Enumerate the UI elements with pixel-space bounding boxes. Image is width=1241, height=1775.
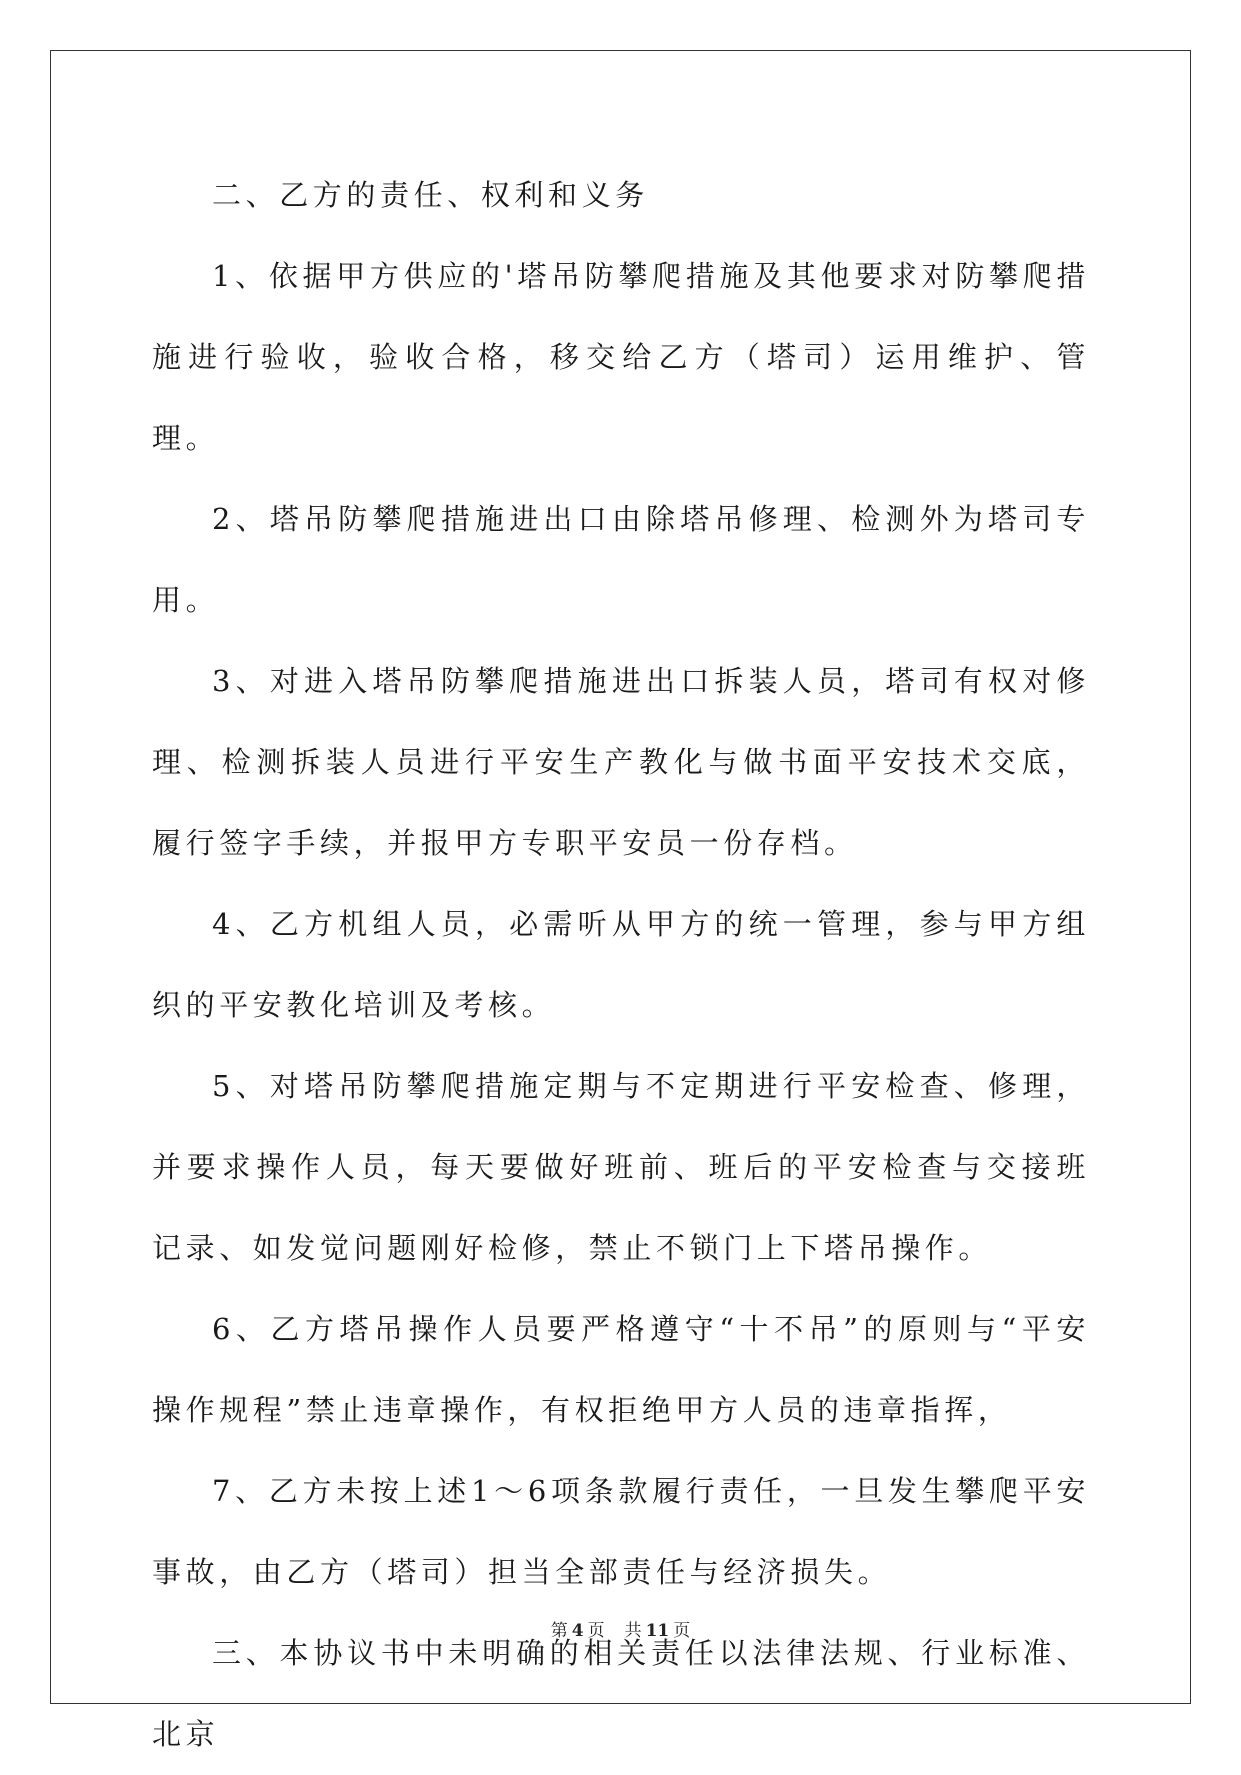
paragraph-item-7: 7、乙方未按上述1～6项条款履行责任，一旦发生攀爬平安事故，由乙方（塔司）担当全部责任与经济损失。 xyxy=(152,1474,1090,1589)
paragraph-item-1: 1、依据甲方供应的'塔吊防攀爬措施及其他要求对防攀爬措施进行验收，验收合格，移交给乙方（塔司）运用维护、管理。 xyxy=(152,259,1090,455)
page-prefix: 第 xyxy=(550,1621,568,1641)
page-footer xyxy=(0,1616,1241,1641)
paragraph-item-6: 6、乙方塔吊操作人员要严格遵守“十不吊”的原则与“平安操作规程”禁止违章操作，有权拒绝甲方人员的违章指挥， xyxy=(152,1312,1090,1427)
paragraph-item-2: 2、塔吊防攀爬措施进出口由除塔吊修理、检测外为塔司专用。 xyxy=(152,502,1090,617)
total-pages: 11 xyxy=(645,1621,670,1641)
total-suffix: 页 xyxy=(673,1621,691,1641)
page-number: 4 xyxy=(571,1621,584,1641)
paragraph-section-2-heading: 二、乙方的责任、权利和义务 xyxy=(212,178,649,212)
paragraph-item-4: 4、乙方机组人员，必需听从甲方的统一管理，参与甲方组织的平安教化培训及考核。 xyxy=(152,907,1090,1022)
paragraph-item-5: 5、对塔吊防攀爬措施定期与不定期进行平安检查、修理，并要求操作人员，每天要做好班前、班后的平安检查与交接班记录、如发觉问题刚好检修，禁止不锁门上下塔吊操作。 xyxy=(152,1069,1090,1265)
total-prefix: 共 xyxy=(624,1621,642,1641)
page-suffix: 页 xyxy=(587,1621,605,1641)
paragraph-item-3: 3、对进入塔吊防攀爬措施进出口拆装人员，塔司有权对修理、检测拆装人员进行平安生产教化与做书面平安技术交底，履行签字手续，并报甲方专职平安员一份存档。 xyxy=(152,664,1090,860)
paragraph-section-3: 三、本协议书中未明确的相关责任以法律法规、行业标准、北京 xyxy=(152,1636,1090,1751)
document-body xyxy=(152,155,1090,1775)
